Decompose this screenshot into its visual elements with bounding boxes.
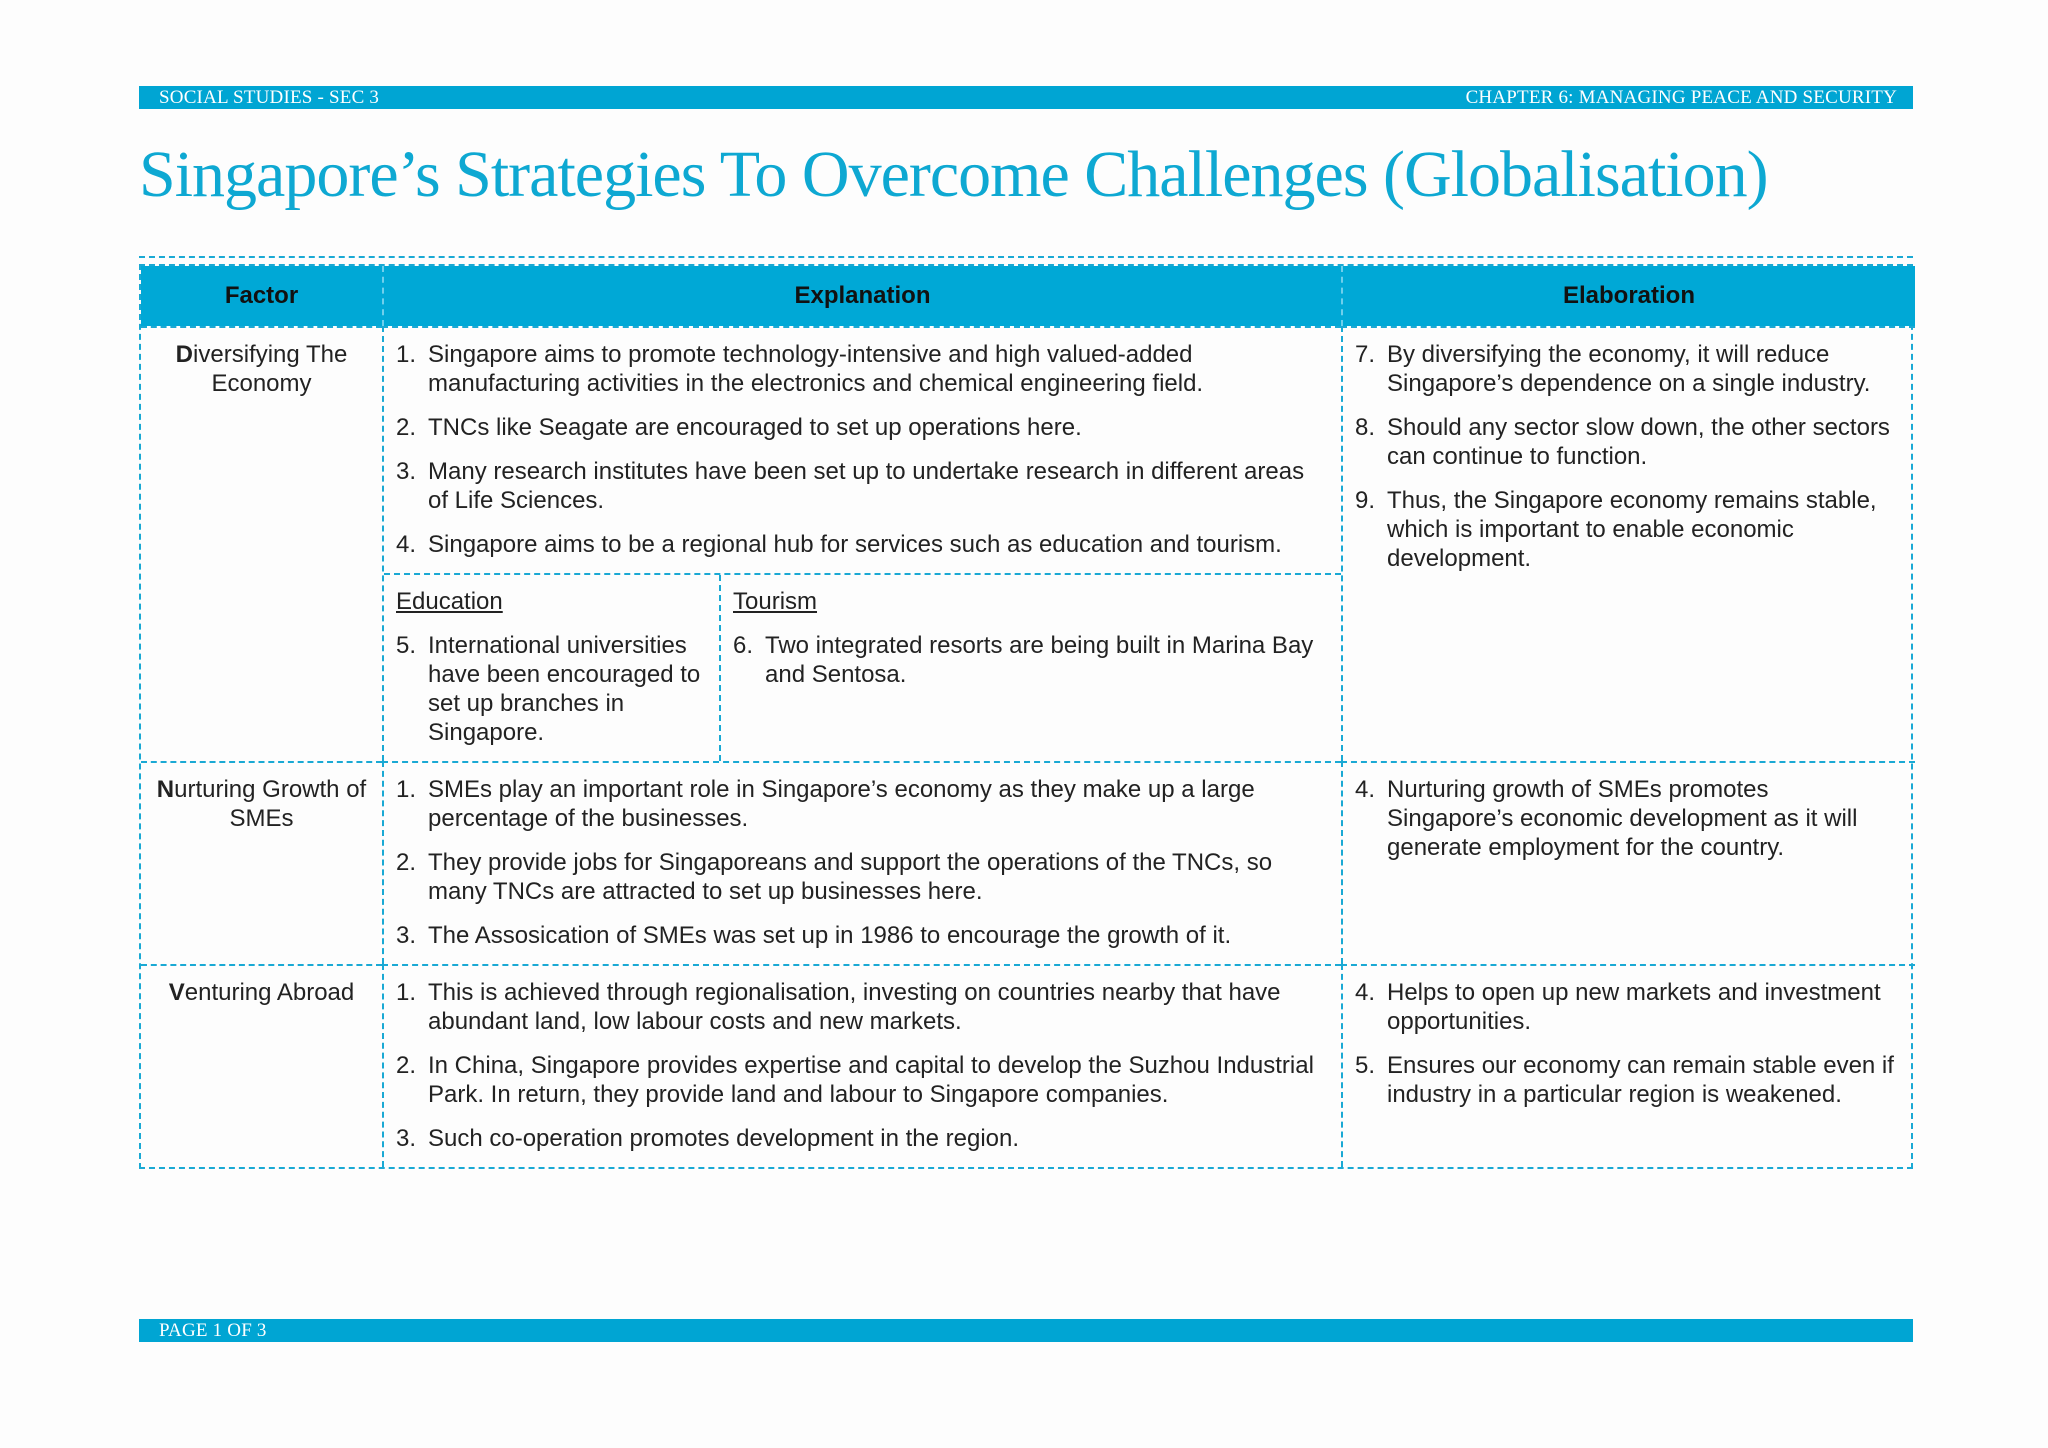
list-item xyxy=(1355,978,1901,1036)
tourism-cell xyxy=(719,575,1341,761)
item-text: They provide jobs for Singaporeans and support the operations of the TNCs, so many TNCs are attracted to set up businesses here. xyxy=(428,849,1273,905)
chapter-label: CHAPTER 6: MANAGING PEACE AND SECURITY xyxy=(1465,87,1897,108)
explanation-cell xyxy=(382,964,1341,1167)
list-item xyxy=(396,921,1327,950)
explanation-list xyxy=(384,966,1341,1167)
item-number: 6. xyxy=(733,632,754,659)
header-elaboration: Elaboration xyxy=(1341,266,1915,326)
item-text: Helps to open up new markets and investment opportunities. xyxy=(1387,979,1881,1035)
item-text: SMEs play an important role in Singapore’s economy as they make up a large percentage of the businesses. xyxy=(428,776,1255,832)
factor-label: enturing Abroad xyxy=(184,979,355,1006)
list-item xyxy=(733,631,1329,689)
elaboration-list xyxy=(1343,328,1915,587)
page-number: PAGE 1 OF 3 xyxy=(159,1320,267,1341)
sub-table xyxy=(384,573,1341,761)
list-item xyxy=(1355,413,1901,471)
page-title: Singapore’s Strategies To Overcome Challenges (Globalisation) xyxy=(139,138,1768,211)
item-number: 3. xyxy=(396,1125,417,1152)
item-number: 1. xyxy=(396,341,417,368)
divider xyxy=(139,256,1913,258)
education-cell xyxy=(384,575,719,761)
elaboration-cell xyxy=(1341,964,1915,1167)
factor-label: iversifying The Economy xyxy=(193,341,348,397)
list-item xyxy=(1355,486,1901,573)
list-item xyxy=(396,1051,1327,1109)
list-item xyxy=(396,457,1327,515)
tourism-heading: Tourism xyxy=(733,588,818,615)
explanation-cell xyxy=(382,761,1341,964)
item-text: Many research institutes have been set up to undertake research in different areas of Life Sciences. xyxy=(428,458,1305,514)
list-item xyxy=(396,775,1327,833)
factor-cell xyxy=(141,964,382,1167)
elaboration-cell xyxy=(1341,761,1915,964)
item-number: 2. xyxy=(396,849,417,876)
item-text: Two integrated resorts are being built in Marina Bay and Sentosa. xyxy=(765,632,1314,688)
item-number: 4. xyxy=(1355,776,1376,803)
footer-bar xyxy=(139,1319,1913,1342)
item-number: 3. xyxy=(396,458,417,485)
factor-initial: N xyxy=(156,776,175,803)
header-explanation: Explanation xyxy=(382,266,1341,326)
list-item xyxy=(396,530,1327,559)
explanation-list xyxy=(384,328,1341,573)
item-text: Such co-operation promotes development in the region. xyxy=(428,1125,1020,1152)
item-number: 2. xyxy=(396,414,417,441)
item-number: 8. xyxy=(1355,414,1376,441)
list-item xyxy=(1355,1051,1901,1109)
item-text: International universities have been encouraged to set up branches in Singapore. xyxy=(428,632,701,746)
header-bar xyxy=(139,86,1913,109)
subject-label: SOCIAL STUDIES - SEC 3 xyxy=(159,87,380,108)
item-text: In China, Singapore provides expertise and capital to develop the Suzhou Industrial Park. In return, they provide land and labour to Singapore companies. xyxy=(428,1052,1314,1108)
education-heading: Education xyxy=(396,588,503,615)
item-text: By diversifying the economy, it will reduce Singapore’s dependence on a single industry. xyxy=(1387,341,1871,397)
explanation-list xyxy=(384,763,1341,964)
item-number: 1. xyxy=(396,776,417,803)
factor-initial: V xyxy=(168,979,185,1006)
item-number: 4. xyxy=(396,531,417,558)
item-text: Singapore aims to be a regional hub for services such as education and tourism. xyxy=(428,531,1282,558)
item-text: Singapore aims to promote technology-intensive and high valued-added manufacturing activities in the electronics and chemical engineering field. xyxy=(428,341,1204,397)
item-number: 2. xyxy=(396,1052,417,1079)
explanation-cell xyxy=(382,326,1341,761)
list-item xyxy=(396,1124,1327,1153)
factor-cell xyxy=(141,761,382,964)
item-text: Ensures our economy can remain stable even if industry in a particular region is weakened. xyxy=(1387,1052,1894,1108)
list-item xyxy=(396,340,1327,398)
list-item xyxy=(396,978,1327,1036)
item-number: 5. xyxy=(396,632,417,659)
elaboration-list xyxy=(1343,763,1915,876)
item-number: 5. xyxy=(1355,1052,1376,1079)
item-number: 4. xyxy=(1355,979,1376,1006)
item-text: The Assosication of SMEs was set up in 1986 to encourage the growth of it. xyxy=(428,922,1232,949)
list-item xyxy=(1355,775,1901,862)
list-item xyxy=(396,631,707,747)
item-number: 1. xyxy=(396,979,417,1006)
factor-cell xyxy=(141,326,382,761)
list-item xyxy=(1355,340,1901,398)
item-text: Should any sector slow down, the other sectors can continue to function. xyxy=(1387,414,1890,470)
item-number: 9. xyxy=(1355,487,1376,514)
item-text: This is achieved through regionalisation, investing on countries nearby that have abundant land, low labour costs and new markets. xyxy=(428,979,1281,1035)
item-number: 7. xyxy=(1355,341,1376,368)
item-text: Thus, the Singapore economy remains stable, which is important to enable economic development. xyxy=(1387,487,1877,572)
factor-initial: D xyxy=(175,341,194,368)
item-text: Nurturing growth of SMEs promotes Singapore’s economic development as it will generate employment for the country. xyxy=(1387,776,1858,861)
item-number: 3. xyxy=(396,922,417,949)
factor-label: urturing Growth of SMEs xyxy=(174,776,367,832)
elaboration-list xyxy=(1343,966,1915,1123)
elaboration-cell xyxy=(1341,326,1915,761)
item-text: TNCs like Seagate are encouraged to set up operations here. xyxy=(428,414,1082,441)
header-factor: Factor xyxy=(141,266,382,326)
strategies-table xyxy=(139,264,1913,1169)
list-item xyxy=(396,413,1327,442)
list-item xyxy=(396,848,1327,906)
